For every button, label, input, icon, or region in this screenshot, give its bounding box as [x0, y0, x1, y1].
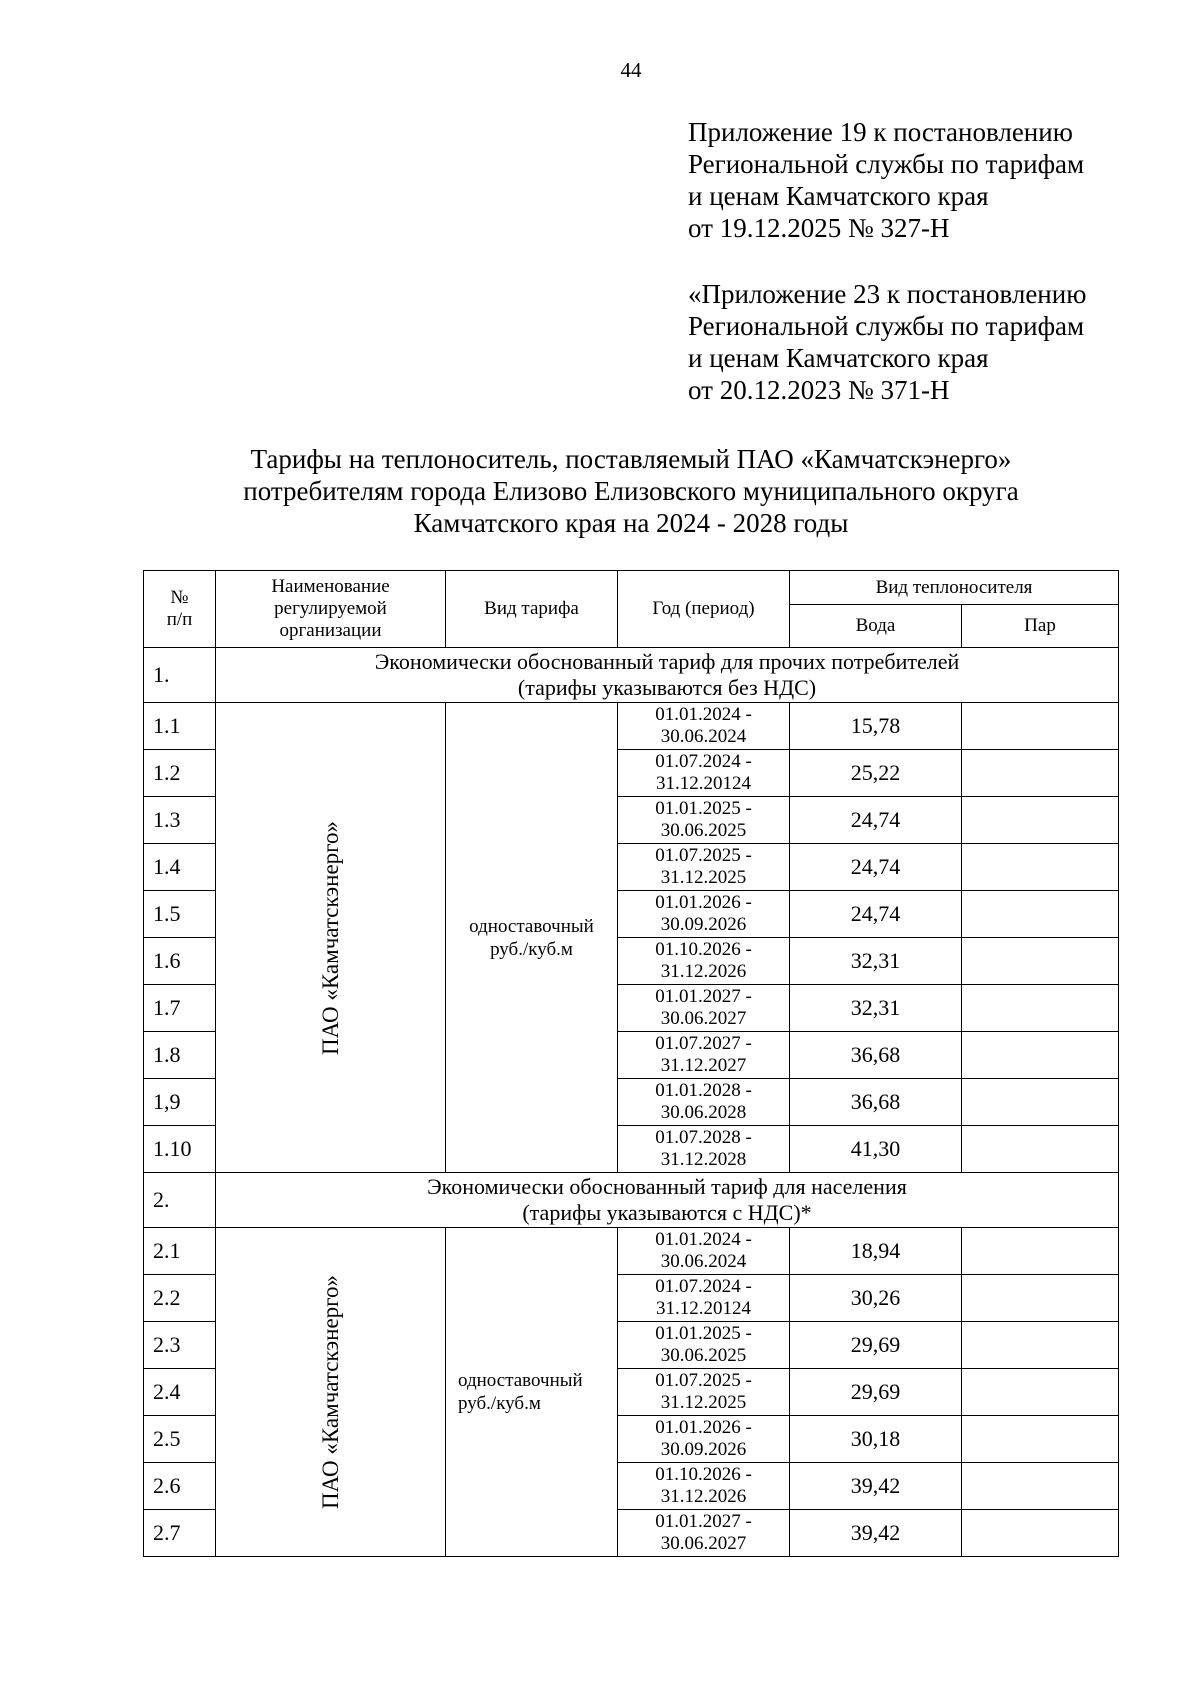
period-to: 31.12.2026 — [660, 961, 747, 982]
period-cell — [618, 1126, 790, 1173]
title-line: Камчатского края на 2024 - 2028 годы — [413, 508, 849, 538]
period-to: 31.12.2025 — [660, 1392, 747, 1413]
organization-name: ПАО «Камчатскэнерго» — [317, 1274, 343, 1510]
row-number: 2.5 — [144, 1416, 216, 1463]
row-number: 1.3 — [144, 797, 216, 844]
steam-value — [962, 1228, 1119, 1275]
water-value: 24,74 — [790, 891, 962, 938]
steam-value — [962, 844, 1119, 891]
row-number: 2.4 — [144, 1369, 216, 1416]
row-number: 1.4 — [144, 844, 216, 891]
steam-value — [962, 1322, 1119, 1369]
water-value: 32,31 — [790, 938, 962, 985]
period-to: 31.12.2025 — [660, 867, 747, 888]
period-cell — [618, 703, 790, 750]
steam-value — [962, 797, 1119, 844]
header-num — [144, 571, 216, 648]
appendix-line: от 19.12.2025 № 327-Н — [688, 213, 950, 243]
water-value: 24,74 — [790, 797, 962, 844]
header-organization — [216, 571, 446, 648]
period-cell — [618, 1079, 790, 1126]
period-cell — [618, 797, 790, 844]
period-to: 30.06.2025 — [660, 820, 747, 841]
header-num-line: п/п — [166, 609, 193, 630]
appendix-header-original — [688, 278, 1086, 406]
row-number: 2.7 — [144, 1510, 216, 1557]
water-value: 32,31 — [790, 985, 962, 1032]
organization-cell — [216, 703, 446, 1173]
header-steam: Пар — [962, 605, 1119, 648]
period-cell — [618, 938, 790, 985]
period-from: 01.07.2024 - — [655, 1276, 752, 1297]
header-org-line: организации — [279, 620, 382, 641]
tariff-type-line: руб./куб.м — [490, 938, 573, 960]
period-from: 01.01.2025 - — [655, 1323, 752, 1344]
page-number: 44 — [620, 58, 642, 82]
section-row — [144, 1173, 1119, 1228]
appendix-line: и ценам Камчатского края — [688, 343, 989, 373]
water-value: 18,94 — [790, 1228, 962, 1275]
section-title-line: Экономически обоснованный тариф для населения — [427, 1174, 907, 1199]
section-title-line: (тарифы указываются с НДС)* — [522, 1200, 812, 1225]
period-cell — [618, 1228, 790, 1275]
water-value: 41,30 — [790, 1126, 962, 1173]
row-number: 1.10 — [144, 1126, 216, 1173]
period-to: 30.06.2025 — [660, 1345, 747, 1366]
period-cell — [618, 891, 790, 938]
period-cell — [618, 750, 790, 797]
period-from: 01.01.2028 - — [655, 1080, 752, 1101]
period-to: 30.06.2024 — [660, 1251, 747, 1272]
header-org-line: регулируемой — [274, 598, 387, 619]
water-value: 29,69 — [790, 1322, 962, 1369]
appendix-line: Региональной службы по тарифам — [688, 311, 1085, 341]
header-carrier: Вид теплоносителя — [790, 571, 1119, 605]
period-from: 01.07.2027 - — [655, 1033, 752, 1054]
organization-name: ПАО «Камчатскэнерго» — [317, 820, 343, 1055]
period-from: 01.01.2024 - — [655, 1229, 752, 1250]
period-to: 30.06.2027 — [660, 1533, 747, 1554]
appendix-header-current — [688, 116, 1084, 244]
period-cell — [618, 1369, 790, 1416]
organization-cell — [216, 1228, 446, 1557]
water-value: 24,74 — [790, 844, 962, 891]
period-from: 01.07.2025 - — [655, 1370, 752, 1391]
appendix-line: от 20.12.2023 № 371-Н — [688, 375, 950, 405]
period-to: 30.06.2027 — [660, 1008, 747, 1029]
title-line: Тарифы на теплоноситель, поставляемый ПАО «Камчатскэнерго» — [250, 444, 1012, 474]
water-value: 25,22 — [790, 750, 962, 797]
steam-value — [962, 985, 1119, 1032]
appendix-line: «Приложение 23 к постановлению — [688, 279, 1087, 309]
period-to: 31.12.2028 — [660, 1149, 747, 1170]
period-from: 01.01.2024 - — [655, 704, 752, 725]
period-from: 01.07.2028 - — [655, 1127, 752, 1148]
period-to: 30.09.2026 — [660, 914, 747, 935]
title-line: потребителям города Елизово Елизовского муниципального округа — [243, 476, 1019, 506]
section-num: 1. — [144, 648, 216, 703]
period-to: 31.12.20124 — [656, 1298, 751, 1319]
period-to: 30.09.2026 — [660, 1439, 747, 1460]
period-from: 01.07.2025 - — [655, 845, 752, 866]
period-to: 31.12.2027 — [660, 1055, 747, 1076]
steam-value — [962, 1369, 1119, 1416]
tariff-type-line: одноставочный — [469, 915, 594, 937]
water-value: 39,42 — [790, 1463, 962, 1510]
header-org-line: Наименование — [271, 576, 390, 597]
document-title — [0, 443, 1200, 539]
period-cell — [618, 1322, 790, 1369]
steam-value — [962, 703, 1119, 750]
period-from: 01.01.2026 - — [655, 1417, 752, 1438]
period-cell — [618, 1275, 790, 1322]
period-from: 01.01.2026 - — [655, 892, 752, 913]
tariff-table — [143, 570, 1119, 1557]
row-number: 1,9 — [144, 1079, 216, 1126]
row-number: 1.6 — [144, 938, 216, 985]
appendix-line: и ценам Камчатского края — [688, 181, 989, 211]
tariff-type-line: одноставочный — [458, 1370, 583, 1391]
steam-value — [962, 1416, 1119, 1463]
period-from: 01.07.2024 - — [655, 751, 752, 772]
steam-value — [962, 1463, 1119, 1510]
period-cell — [618, 1510, 790, 1557]
appendix-line: Приложение 19 к постановлению — [688, 117, 1073, 147]
period-from: 01.01.2027 - — [655, 1511, 752, 1532]
water-value: 15,78 — [790, 703, 962, 750]
tariff-table-body — [144, 648, 1119, 1557]
tariff-type-line: руб./куб.м — [458, 1393, 541, 1414]
period-cell — [618, 1416, 790, 1463]
header-tariff-type: Вид тарифа — [446, 571, 618, 648]
row-number: 2.3 — [144, 1322, 216, 1369]
water-value: 30,26 — [790, 1275, 962, 1322]
water-value: 30,18 — [790, 1416, 962, 1463]
section-title-line: (тарифы указываются без НДС) — [517, 675, 817, 700]
appendix-line: Региональной службы по тарифам — [688, 149, 1085, 179]
period-from: 01.10.2026 - — [655, 939, 752, 960]
water-value: 39,42 — [790, 1510, 962, 1557]
period-from: 01.10.2026 - — [655, 1464, 752, 1485]
row-number: 1.5 — [144, 891, 216, 938]
steam-value — [962, 1032, 1119, 1079]
steam-value — [962, 1510, 1119, 1557]
period-to: 31.12.20124 — [656, 773, 751, 794]
row-number: 1.1 — [144, 703, 216, 750]
water-value: 29,69 — [790, 1369, 962, 1416]
section-num: 2. — [144, 1173, 216, 1228]
period-to: 30.06.2024 — [660, 726, 747, 747]
period-to: 30.06.2028 — [660, 1102, 747, 1123]
steam-value — [962, 750, 1119, 797]
row-number: 2.1 — [144, 1228, 216, 1275]
header-num-line: № — [170, 587, 189, 608]
table-row — [144, 703, 1119, 750]
row-number: 1.8 — [144, 1032, 216, 1079]
row-number: 2.2 — [144, 1275, 216, 1322]
section-title — [216, 648, 1119, 703]
row-number: 1.7 — [144, 985, 216, 1032]
steam-value — [962, 891, 1119, 938]
steam-value — [962, 1079, 1119, 1126]
tariff-type-cell — [446, 1228, 618, 1557]
period-to: 31.12.2026 — [660, 1486, 747, 1507]
period-cell — [618, 1463, 790, 1510]
section-title — [216, 1173, 1119, 1228]
period-cell — [618, 985, 790, 1032]
section-title-line: Экономически обоснованный тариф для прочих потребителей — [374, 649, 960, 674]
period-cell — [618, 1032, 790, 1079]
row-number: 1.2 — [144, 750, 216, 797]
tariff-type-cell — [446, 703, 618, 1173]
header-water: Вода — [790, 605, 962, 648]
steam-value — [962, 1275, 1119, 1322]
water-value: 36,68 — [790, 1032, 962, 1079]
steam-value — [962, 938, 1119, 985]
period-from: 01.01.2025 - — [655, 798, 752, 819]
steam-value — [962, 1126, 1119, 1173]
period-cell — [618, 844, 790, 891]
header-period: Год (период) — [618, 571, 790, 648]
row-number: 2.6 — [144, 1463, 216, 1510]
section-row — [144, 648, 1119, 703]
water-value: 36,68 — [790, 1079, 962, 1126]
table-row — [144, 1228, 1119, 1275]
period-from: 01.01.2027 - — [655, 986, 752, 1007]
